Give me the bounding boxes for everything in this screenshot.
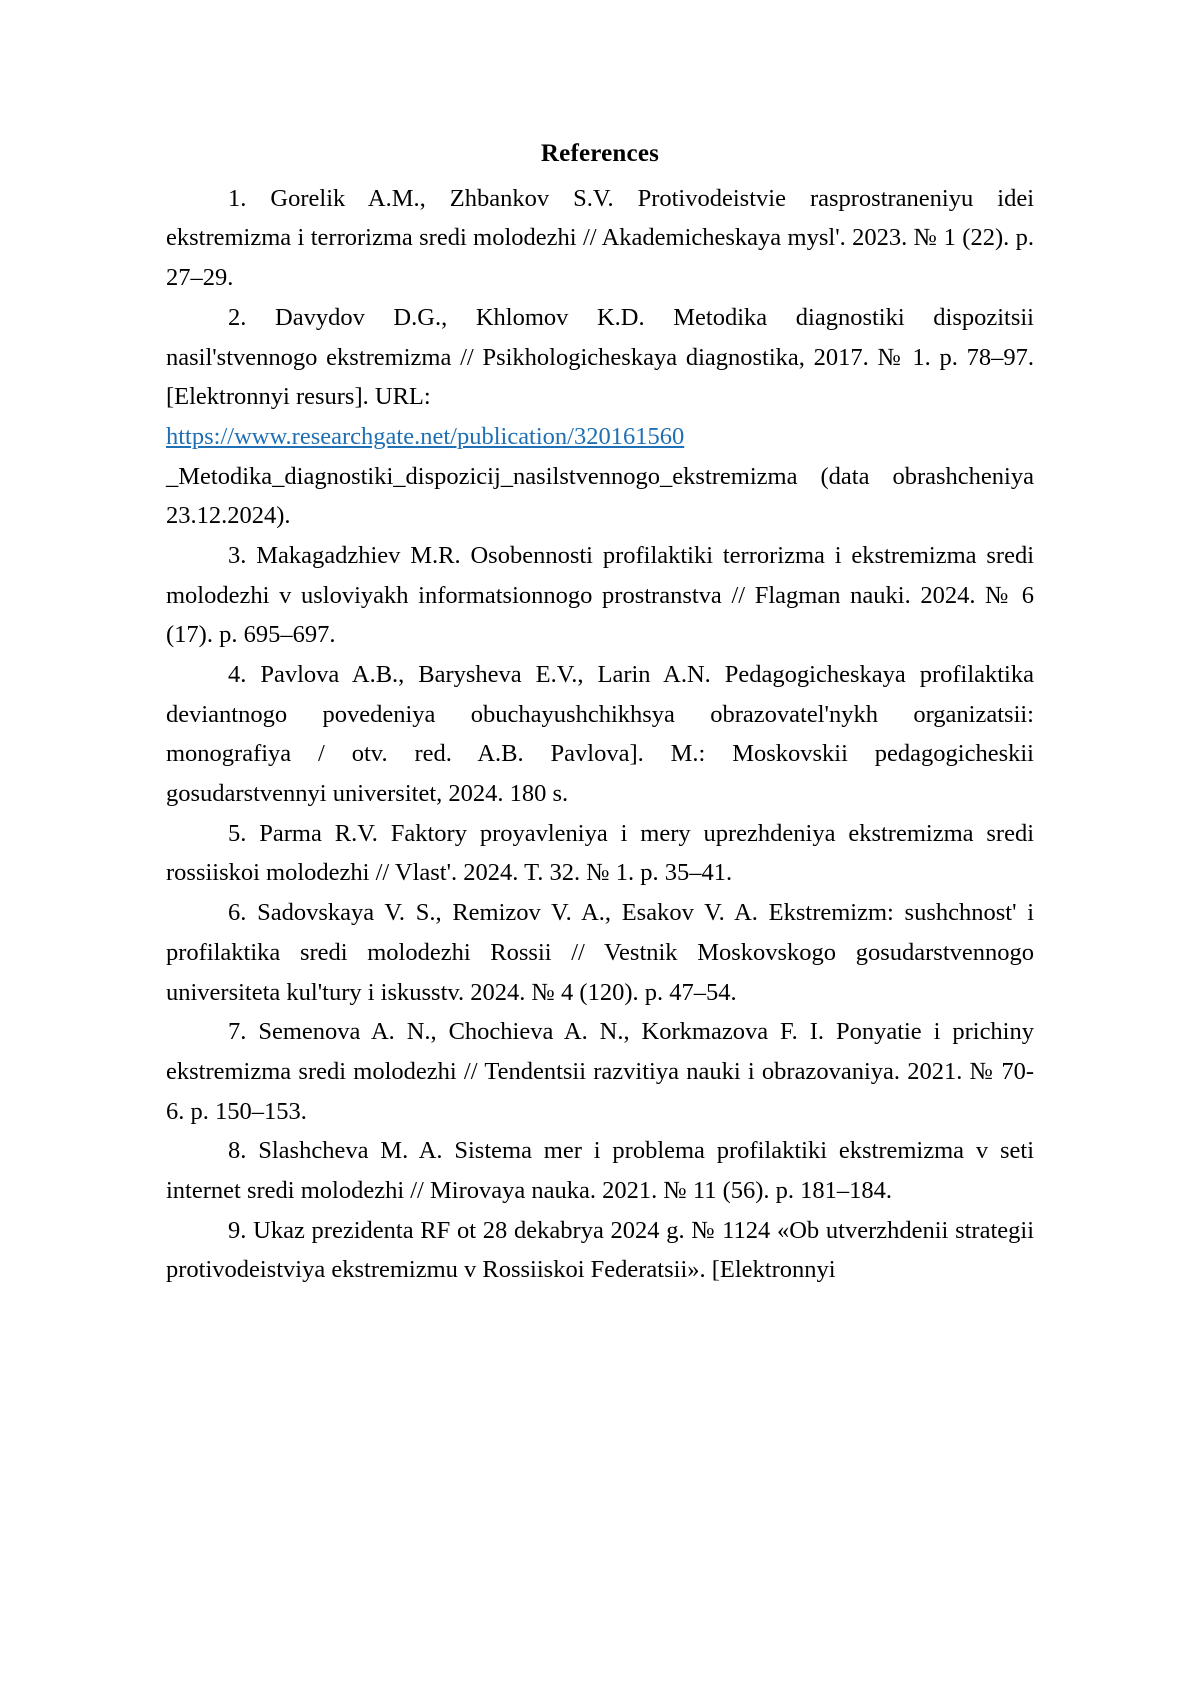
reference-text: Makagadzhiev M.R. Osobennosti profilaktiki terrorizma i ekstremizma sredi molodezhi v usloviyakh informatsionnogo prostranstva // Flagman nauki. 2024. № 6 (17). p. 695–697. xyxy=(166,541,1035,649)
reference-text-after-url: _Metodika_diagnostiki_dispozicij_nasilstvennogo_ekstremizma (data obrashcheniya 23.12.2024). xyxy=(166,462,1034,530)
reference-item-9 xyxy=(166,1211,1034,1290)
reference-item-4 xyxy=(166,655,1034,814)
reference-text: Ukaz prezidenta RF ot 28 dekabrya 2024 g. № 1124 «Ob utverzhdenii strategii protivodeistviya ekstremizmu v Rossiiskoi Federatsii». [Elektronnyi xyxy=(166,1216,1034,1284)
reference-url-link[interactable]: https://www.researchgate.net/publication/320161560 xyxy=(166,422,685,450)
reference-item-6 xyxy=(166,893,1034,1012)
reference-text: Gorelik A.M., Zhbankov S.V. Protivodeistvie rasprostraneniyu idei ekstremizma i terrorizma sredi molodezhi // Akademicheskaya mysl'. 2023. № 1 (22). p. 27–29. xyxy=(166,184,1035,292)
page-title: References xyxy=(540,140,660,167)
reference-item-2 xyxy=(166,298,1034,417)
reference-item-7 xyxy=(166,1012,1034,1131)
reference-text: Pavlova A.B., Barysheva E.V., Larin A.N. Pedagogicheskaya profilaktika deviantnogo povedeniya obuchayushchikhsya obrazovatel'nykh organizatsii: monografiya / otv. red. A.B. Pavlova]. M.: Moskovskii pedagogicheskii gosudarstvennyi universitet, 2024. 180 s. xyxy=(166,661,1034,808)
reference-number: 6. xyxy=(228,899,247,927)
reference-number: 2. xyxy=(228,303,247,331)
reference-number: 7. xyxy=(228,1018,247,1046)
reference-number: 1. xyxy=(228,184,247,212)
reference-number: 3. xyxy=(228,541,247,569)
reference-text: Sadovskaya V. S., Remizov V. A., Esakov V. A. Ekstremizm: sushchnost' i profilaktika sredi molodezhi Rossii // Vestnik Moskovskogo gosudarstvennogo universiteta kul'tury i iskusstv. 2024. № 4 (120). p. 47–54. xyxy=(166,899,1035,1006)
reference-item-8 xyxy=(166,1131,1034,1210)
reference-text: Semenova A. N., Chochieva A. N., Korkmazova F. I. Ponyatie i prichiny ekstremizma sredi molodezhi // Tendentsii razvitiya nauki i obrazovaniya. 2021. № 70-6. p. 150–153. xyxy=(166,1018,1034,1125)
reference-item-5 xyxy=(166,814,1034,893)
reference-text: Parma R.V. Faktory proyavleniya i mery uprezhdeniya ekstremizma sredi rossiiskoi molodezhi // Vlast'. 2024. T. 32. № 1. p. 35–41. xyxy=(166,819,1035,887)
reference-number: 8. xyxy=(228,1137,247,1165)
reference-item-2-tail xyxy=(166,457,1034,536)
reference-item-2-url-line xyxy=(166,417,1034,457)
reference-number: 9. xyxy=(228,1216,247,1244)
reference-number: 4. xyxy=(228,661,247,688)
reference-item-3 xyxy=(166,536,1034,655)
reference-number: 5. xyxy=(228,819,247,847)
reference-text-before-url: Davydov D.G., Khlomov K.D. Metodika diagnostiki dispozitsii nasil'stvennogo ekstremizma // Psikhologicheskaya diagnostika, 2017. № 1. p. 78–97. [Elektronnyi resurs]. URL: xyxy=(166,303,1034,411)
reference-item-1 xyxy=(166,179,1034,298)
reference-text: Slashcheva M. A. Sistema mer i problema profilaktiki ekstremizma v seti internet sredi molodezhi // Mirovaya nauka. 2021. № 11 (56). p. 181–184. xyxy=(166,1137,1034,1204)
